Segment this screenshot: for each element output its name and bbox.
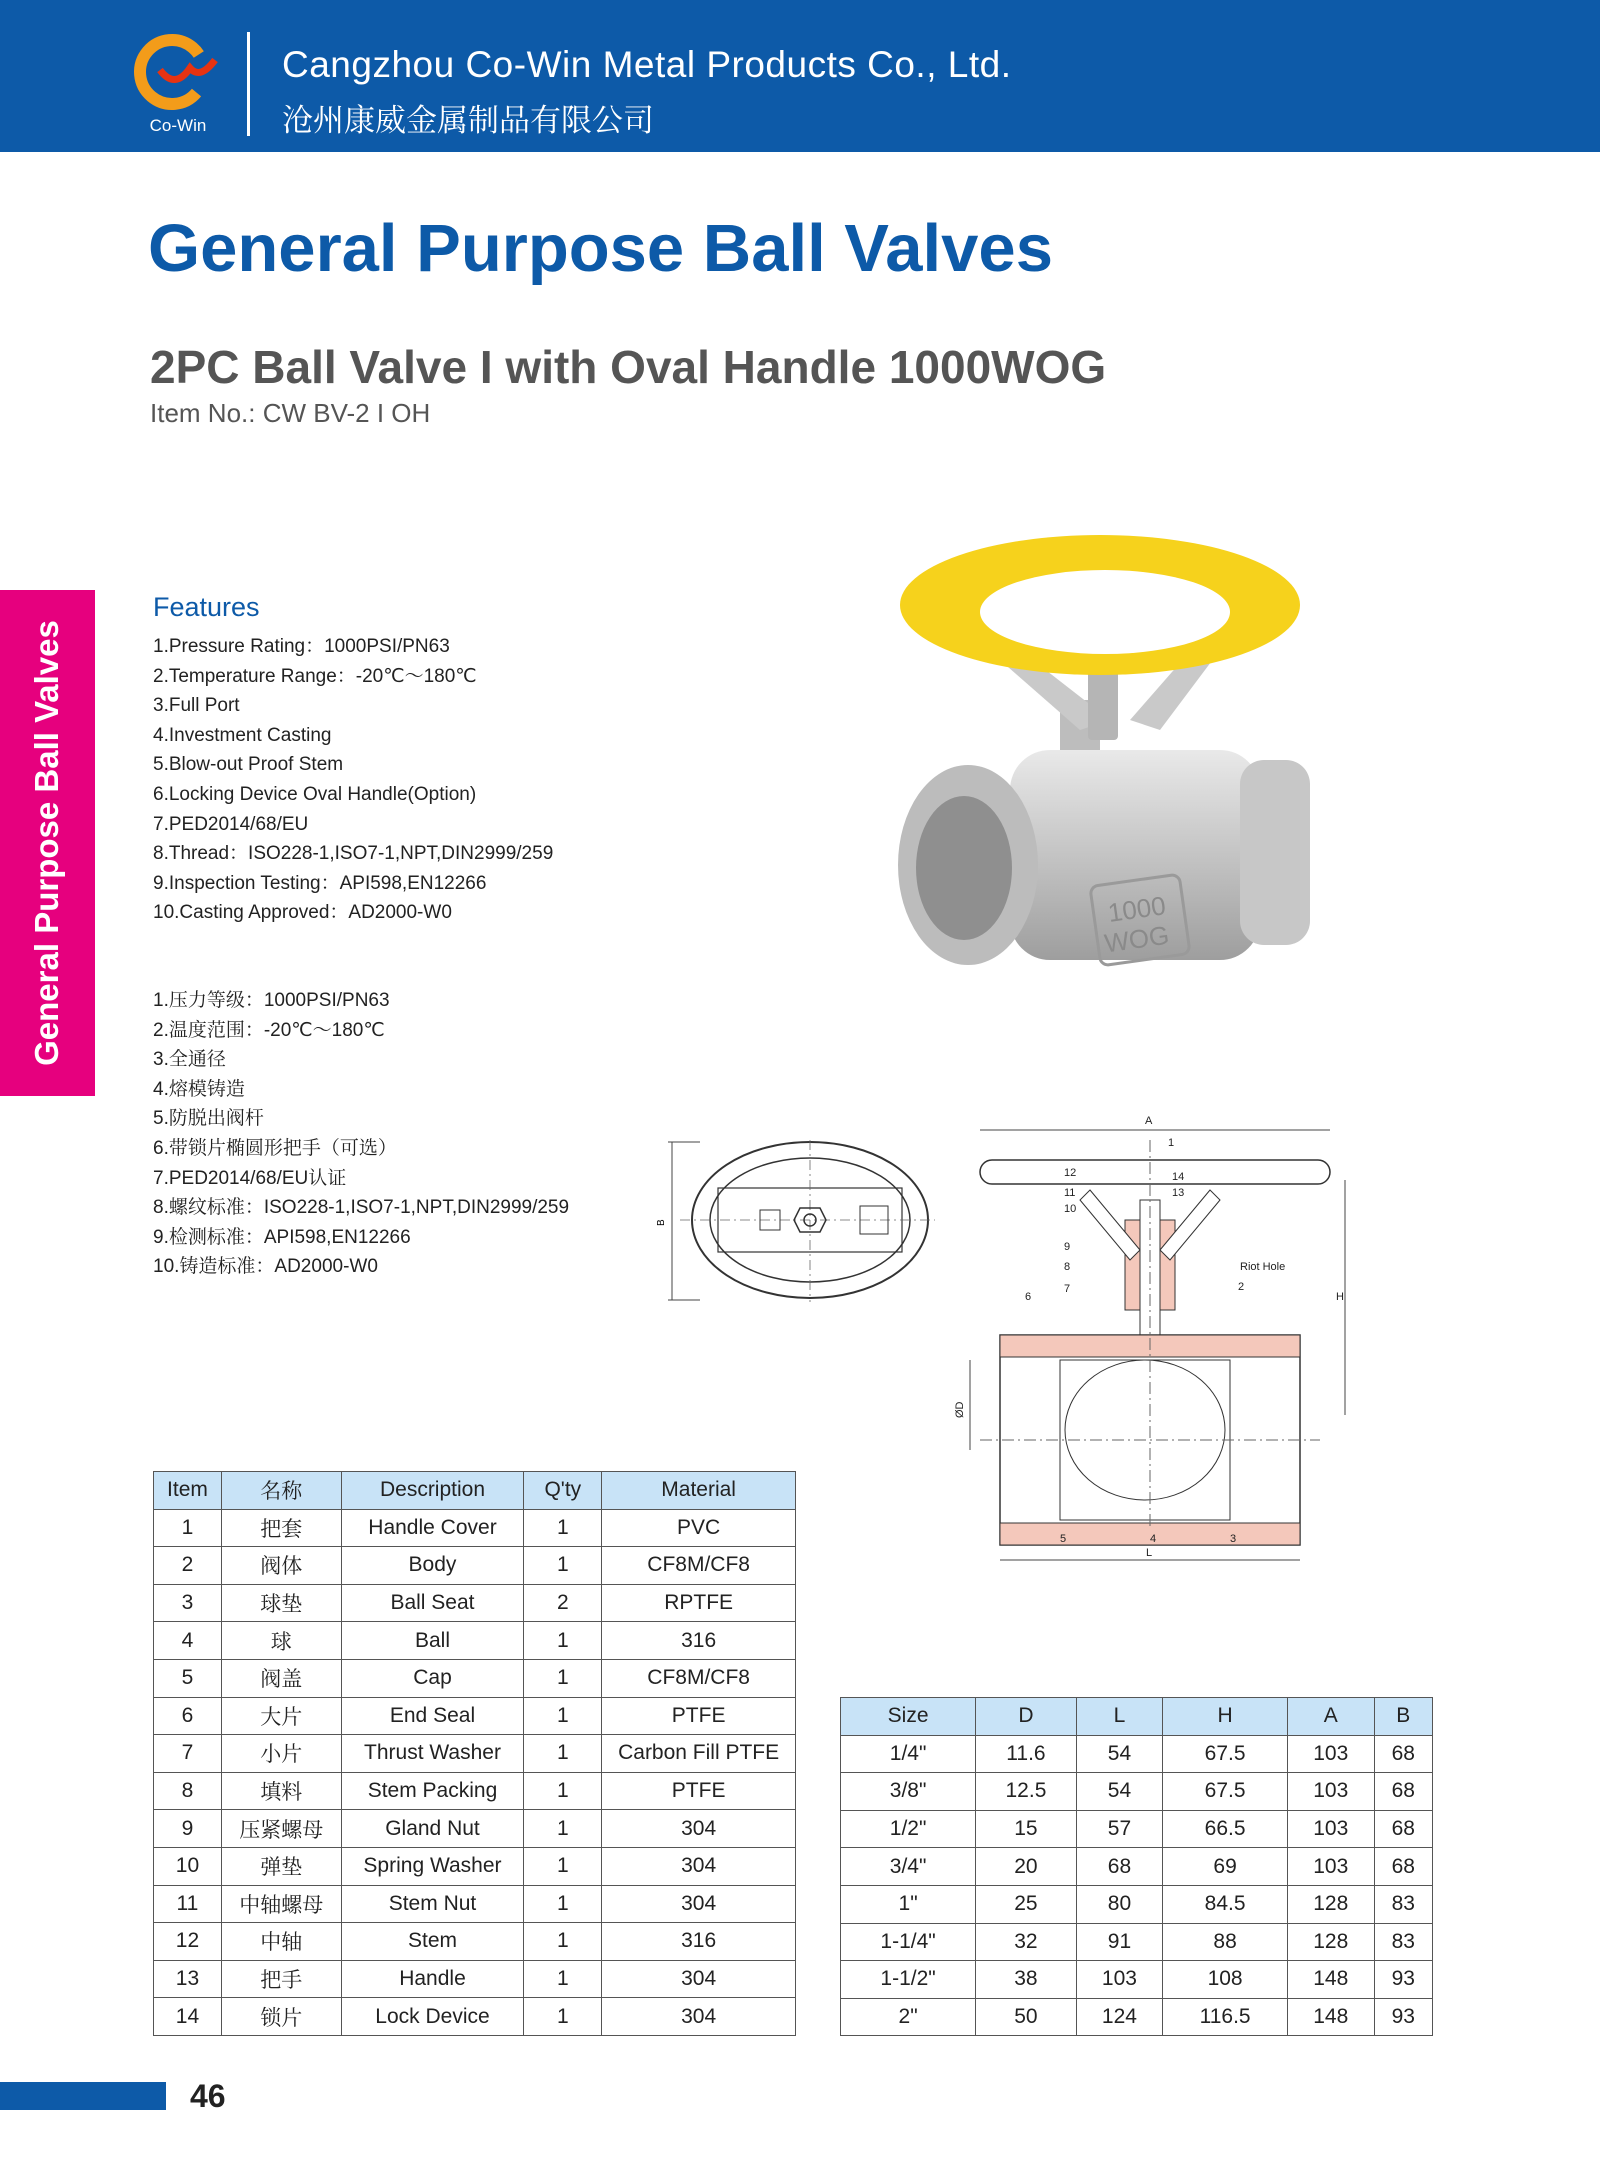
table-cell: 6: [154, 1697, 222, 1735]
table-cell: 83: [1374, 1885, 1432, 1923]
table-cell: 128: [1288, 1885, 1375, 1923]
table-cell: 弹垫: [221, 1847, 341, 1885]
table-row: [154, 1998, 796, 2036]
table-cell: Handle Cover: [341, 1509, 524, 1547]
table-cell: 54: [1076, 1773, 1163, 1811]
header-bar: [0, 0, 1600, 152]
table-cell: 116.5: [1163, 1998, 1288, 2036]
sectional-view-drawing: [940, 1110, 1360, 1570]
callout-3: 3: [1230, 1533, 1237, 1545]
table-cell: 球垫: [221, 1584, 341, 1622]
table-cell: 304: [602, 1885, 796, 1923]
table-cell: 69: [1163, 1848, 1288, 1886]
table-cell: 阀盖: [221, 1659, 341, 1697]
callout-12: 12: [1064, 1167, 1077, 1179]
table-cell: 91: [1076, 1923, 1163, 1961]
table-cell: 阀体: [221, 1547, 341, 1585]
table-cell: 压紧螺母: [221, 1810, 341, 1848]
table-cell: 15: [976, 1810, 1077, 1848]
table-cell: 148: [1288, 1961, 1375, 1999]
table-cell: 2: [154, 1547, 222, 1585]
feature-item-cn: 4.熔模铸造: [153, 1078, 245, 1100]
table-cell: Handle: [341, 1960, 524, 1998]
table-cell: 25: [976, 1885, 1077, 1923]
table-row: [154, 1509, 796, 1547]
table-cell: 大片: [221, 1697, 341, 1735]
feature-item-cn: 6.带锁片椭圆形把手（可选）: [153, 1137, 397, 1159]
table-cell: 83: [1374, 1923, 1432, 1961]
callout-6: 6: [1025, 1291, 1032, 1303]
table-cell: 1: [524, 1659, 602, 1697]
table-row: [841, 1998, 1433, 2036]
table-row: [154, 1584, 796, 1622]
feature-item: 1.Pressure Rating：1000PSI/PN63: [153, 636, 450, 657]
table-row: [154, 1735, 796, 1773]
table-cell: Stem: [341, 1923, 524, 1961]
feature-item: 10.Casting Approved：AD2000-W0: [153, 902, 452, 924]
table-cell: 66.5: [1163, 1810, 1288, 1848]
table-row: [154, 1847, 796, 1885]
photo-marking-pressure: 1000: [1106, 890, 1168, 928]
table-row: [154, 1810, 796, 1848]
table-cell: 5: [154, 1659, 222, 1697]
table-cell: 50: [976, 1998, 1077, 2036]
table-cell: 3: [154, 1584, 222, 1622]
table-cell: RPTFE: [602, 1584, 796, 1622]
callout-5: 5: [1060, 1533, 1067, 1545]
table-cell: 128: [1288, 1923, 1375, 1961]
table-cell: 球: [221, 1622, 341, 1660]
callout-7: 7: [1064, 1283, 1071, 1295]
table-cell: 11: [154, 1885, 222, 1923]
table-cell: 68: [1076, 1848, 1163, 1886]
table-header: Q'ty: [524, 1472, 602, 1510]
table-cell: Ball Seat: [341, 1584, 524, 1622]
feature-item: 3.Full Port: [153, 695, 240, 717]
table-cell: 1: [524, 1697, 602, 1735]
table-cell: 304: [602, 1847, 796, 1885]
table-cell: 68: [1374, 1810, 1432, 1848]
table-cell: 93: [1374, 1998, 1432, 2036]
callout-13: 13: [1172, 1187, 1185, 1199]
table-cell: 1: [524, 1810, 602, 1848]
riot-hole-label: Riot Hole: [1240, 1261, 1286, 1273]
table-cell: 1": [841, 1885, 976, 1923]
features-list-cn: [153, 986, 569, 1282]
table-row: [154, 1960, 796, 1998]
footer-bar: [0, 2082, 166, 2110]
table-cell: 1/2": [841, 1810, 976, 1848]
table-cell: 把手: [221, 1960, 341, 1998]
table-cell: 68: [1374, 1773, 1432, 1811]
table-row: [841, 1735, 1433, 1773]
table-cell: 3/8": [841, 1773, 976, 1811]
table-cell: 把套: [221, 1509, 341, 1547]
table-cell: 8: [154, 1772, 222, 1810]
table-cell: 2": [841, 1998, 976, 2036]
table-cell: 1-1/2": [841, 1961, 976, 1999]
dim-a-label: A: [1145, 1115, 1153, 1127]
table-cell: 103: [1288, 1848, 1375, 1886]
table-cell: End Seal: [341, 1697, 524, 1735]
feature-item: 6.Locking Device Oval Handle(Option): [153, 783, 477, 805]
table-header: A: [1288, 1698, 1375, 1736]
table-cell: Body: [341, 1547, 524, 1585]
table-row: [841, 1961, 1433, 1999]
table-cell: 148: [1288, 1998, 1375, 2036]
feature-item-cn: 7.PED2014/68/EU认证: [153, 1167, 347, 1189]
table-cell: 80: [1076, 1885, 1163, 1923]
table-cell: 103: [1076, 1961, 1163, 1999]
feature-item: 5.Blow-out Proof Stem: [153, 754, 344, 776]
table-cell: 3/4": [841, 1848, 976, 1886]
table-cell: 38: [976, 1961, 1077, 1999]
item-number: Item No.: CW BV-2 I OH: [150, 398, 431, 428]
product-title: 2PC Ball Valve I with Oval Handle 1000WOG: [150, 341, 1107, 393]
table-header-row: [154, 1472, 796, 1510]
table-header: H: [1163, 1698, 1288, 1736]
table-cell: 11.6: [976, 1735, 1077, 1773]
table-row: [841, 1810, 1433, 1848]
table-cell: 10: [154, 1847, 222, 1885]
company-name-cn: 沧州康威金属制品有限公司: [282, 103, 654, 138]
table-cell: 填料: [221, 1772, 341, 1810]
table-header: L: [1076, 1698, 1163, 1736]
table-cell: 小片: [221, 1735, 341, 1773]
table-cell: 1: [524, 1772, 602, 1810]
table-cell: Stem Nut: [341, 1885, 524, 1923]
table-cell: 12: [154, 1923, 222, 1961]
callout-11: 11: [1064, 1187, 1076, 1199]
features-list-en: [153, 632, 553, 928]
table-header: D: [976, 1698, 1077, 1736]
table-row: [154, 1923, 796, 1961]
table-cell: 锁片: [221, 1998, 341, 2036]
table-cell: 9: [154, 1810, 222, 1848]
feature-item: 7.PED2014/68/EU: [153, 813, 309, 835]
table-cell: Thrust Washer: [341, 1735, 524, 1773]
table-cell: 54: [1076, 1735, 1163, 1773]
table-row: [154, 1547, 796, 1585]
table-header-row: [841, 1698, 1433, 1736]
dim-l-label: L: [1146, 1547, 1153, 1559]
table-header: Description: [341, 1472, 524, 1510]
table-row: [154, 1659, 796, 1697]
table-cell: 2: [524, 1584, 602, 1622]
table-cell: 32: [976, 1923, 1077, 1961]
table-cell: 1/4": [841, 1735, 976, 1773]
feature-item-cn: 10.铸造标准：AD2000-W0: [153, 1256, 378, 1278]
top-view-drawing: [656, 1130, 940, 1310]
table-header: Material: [602, 1472, 796, 1510]
table-cell: 57: [1076, 1810, 1163, 1848]
feature-item-cn: 9.检测标准：API598,EN12266: [153, 1226, 411, 1248]
table-cell: Carbon Fill PTFE: [602, 1735, 796, 1773]
table-cell: 1: [524, 1622, 602, 1660]
table-cell: 1: [524, 1885, 602, 1923]
table-cell: 7: [154, 1735, 222, 1773]
table-cell: 1-1/4": [841, 1923, 976, 1961]
table-cell: Lock Device: [341, 1998, 524, 2036]
feature-item-cn: 3.全通径: [153, 1049, 226, 1071]
table-cell: 1: [524, 1923, 602, 1961]
table-cell: CF8M/CF8: [602, 1659, 796, 1697]
photo-marking-wog: WOG: [1102, 919, 1172, 959]
feature-item: 2.Temperature Range：-20℃～180℃: [153, 665, 477, 687]
table-cell: 1: [524, 1509, 602, 1547]
table-header: B: [1374, 1698, 1432, 1736]
feature-item: 8.Thread：ISO228-1,ISO7-1,NPT,DIN2999/259: [153, 843, 554, 865]
header-divider: [247, 32, 250, 136]
table-row: [154, 1885, 796, 1923]
table-header: Item: [154, 1472, 222, 1510]
table-cell: 304: [602, 1998, 796, 2036]
table-header: Size: [841, 1698, 976, 1736]
features-title: Features: [153, 592, 260, 622]
table-row: [841, 1773, 1433, 1811]
table-cell: 20: [976, 1848, 1077, 1886]
table-cell: PVC: [602, 1509, 796, 1547]
ball-valve-photo: [880, 530, 1340, 1000]
feature-item-cn: 8.螺纹标准：ISO228-1,ISO7-1,NPT,DIN2999/259: [153, 1197, 570, 1219]
logo-text: Co-Win: [149, 116, 207, 135]
table-cell: 1: [524, 1847, 602, 1885]
table-cell: 93: [1374, 1961, 1432, 1999]
table-cell: 1: [524, 1735, 602, 1773]
table-cell: 88: [1163, 1923, 1288, 1961]
parts-table: [153, 1471, 796, 2036]
table-cell: PTFE: [602, 1772, 796, 1810]
table-cell: 4: [154, 1622, 222, 1660]
table-row: [154, 1697, 796, 1735]
table-cell: 316: [602, 1622, 796, 1660]
table-cell: 68: [1374, 1735, 1432, 1773]
table-cell: 124: [1076, 1998, 1163, 2036]
callout-1: 1: [1168, 1137, 1175, 1149]
table-row: [154, 1622, 796, 1660]
feature-item-cn: 5.防脱出阀杆: [153, 1108, 264, 1130]
table-cell: 中轴: [221, 1923, 341, 1961]
table-cell: 1: [524, 1960, 602, 1998]
table-cell: Gland Nut: [341, 1810, 524, 1848]
table-cell: Spring Washer: [341, 1847, 524, 1885]
table-cell: 68: [1374, 1848, 1432, 1886]
table-cell: 103: [1288, 1773, 1375, 1811]
callout-14: 14: [1172, 1171, 1185, 1183]
table-cell: 304: [602, 1960, 796, 1998]
table-row: [841, 1885, 1433, 1923]
table-cell: 67.5: [1163, 1773, 1288, 1811]
table-cell: PTFE: [602, 1697, 796, 1735]
callout-4: 4: [1150, 1533, 1157, 1545]
page-number: 46: [190, 2078, 226, 2114]
table-cell: Stem Packing: [341, 1772, 524, 1810]
table-header: 名称: [221, 1472, 341, 1510]
table-cell: 13: [154, 1960, 222, 1998]
table-cell: 1: [524, 1547, 602, 1585]
table-cell: 1: [524, 1998, 602, 2036]
feature-item-cn: 1.压力等级：1000PSI/PN63: [153, 990, 390, 1011]
side-category-label: General Purpose Ball Valves: [28, 620, 65, 1066]
table-cell: 103: [1288, 1735, 1375, 1773]
table-cell: CF8M/CF8: [602, 1547, 796, 1585]
dim-d-label: ØD: [954, 1401, 966, 1418]
table-cell: 108: [1163, 1961, 1288, 1999]
callout-8: 8: [1064, 1261, 1071, 1273]
table-row: [154, 1772, 796, 1810]
dim-h-label: H: [1336, 1291, 1344, 1303]
feature-item: 9.Inspection Testing：API598,EN12266: [153, 872, 487, 894]
callout-9: 9: [1064, 1241, 1071, 1253]
table-cell: Cap: [341, 1659, 524, 1697]
page-title: General Purpose Ball Valves: [148, 211, 1053, 286]
size-table: [840, 1697, 1433, 2036]
callout-2: 2: [1238, 1281, 1245, 1293]
callout-10: 10: [1064, 1203, 1077, 1215]
table-cell: 67.5: [1163, 1735, 1288, 1773]
dim-b-label: B: [656, 1219, 667, 1226]
table-cell: 316: [602, 1923, 796, 1961]
table-cell: 1: [154, 1509, 222, 1547]
table-cell: 103: [1288, 1810, 1375, 1848]
table-cell: 中轴螺母: [221, 1885, 341, 1923]
company-name-en: Cangzhou Co-Win Metal Products Co., Ltd.: [282, 44, 1012, 85]
feature-item-cn: 2.温度范围：-20℃～180℃: [153, 1019, 385, 1041]
feature-item: 4.Investment Casting: [153, 724, 332, 746]
table-cell: 84.5: [1163, 1885, 1288, 1923]
table-cell: Ball: [341, 1622, 524, 1660]
table-cell: 12.5: [976, 1773, 1077, 1811]
table-cell: 304: [602, 1810, 796, 1848]
table-cell: 14: [154, 1998, 222, 2036]
table-row: [841, 1923, 1433, 1961]
table-row: [841, 1848, 1433, 1886]
